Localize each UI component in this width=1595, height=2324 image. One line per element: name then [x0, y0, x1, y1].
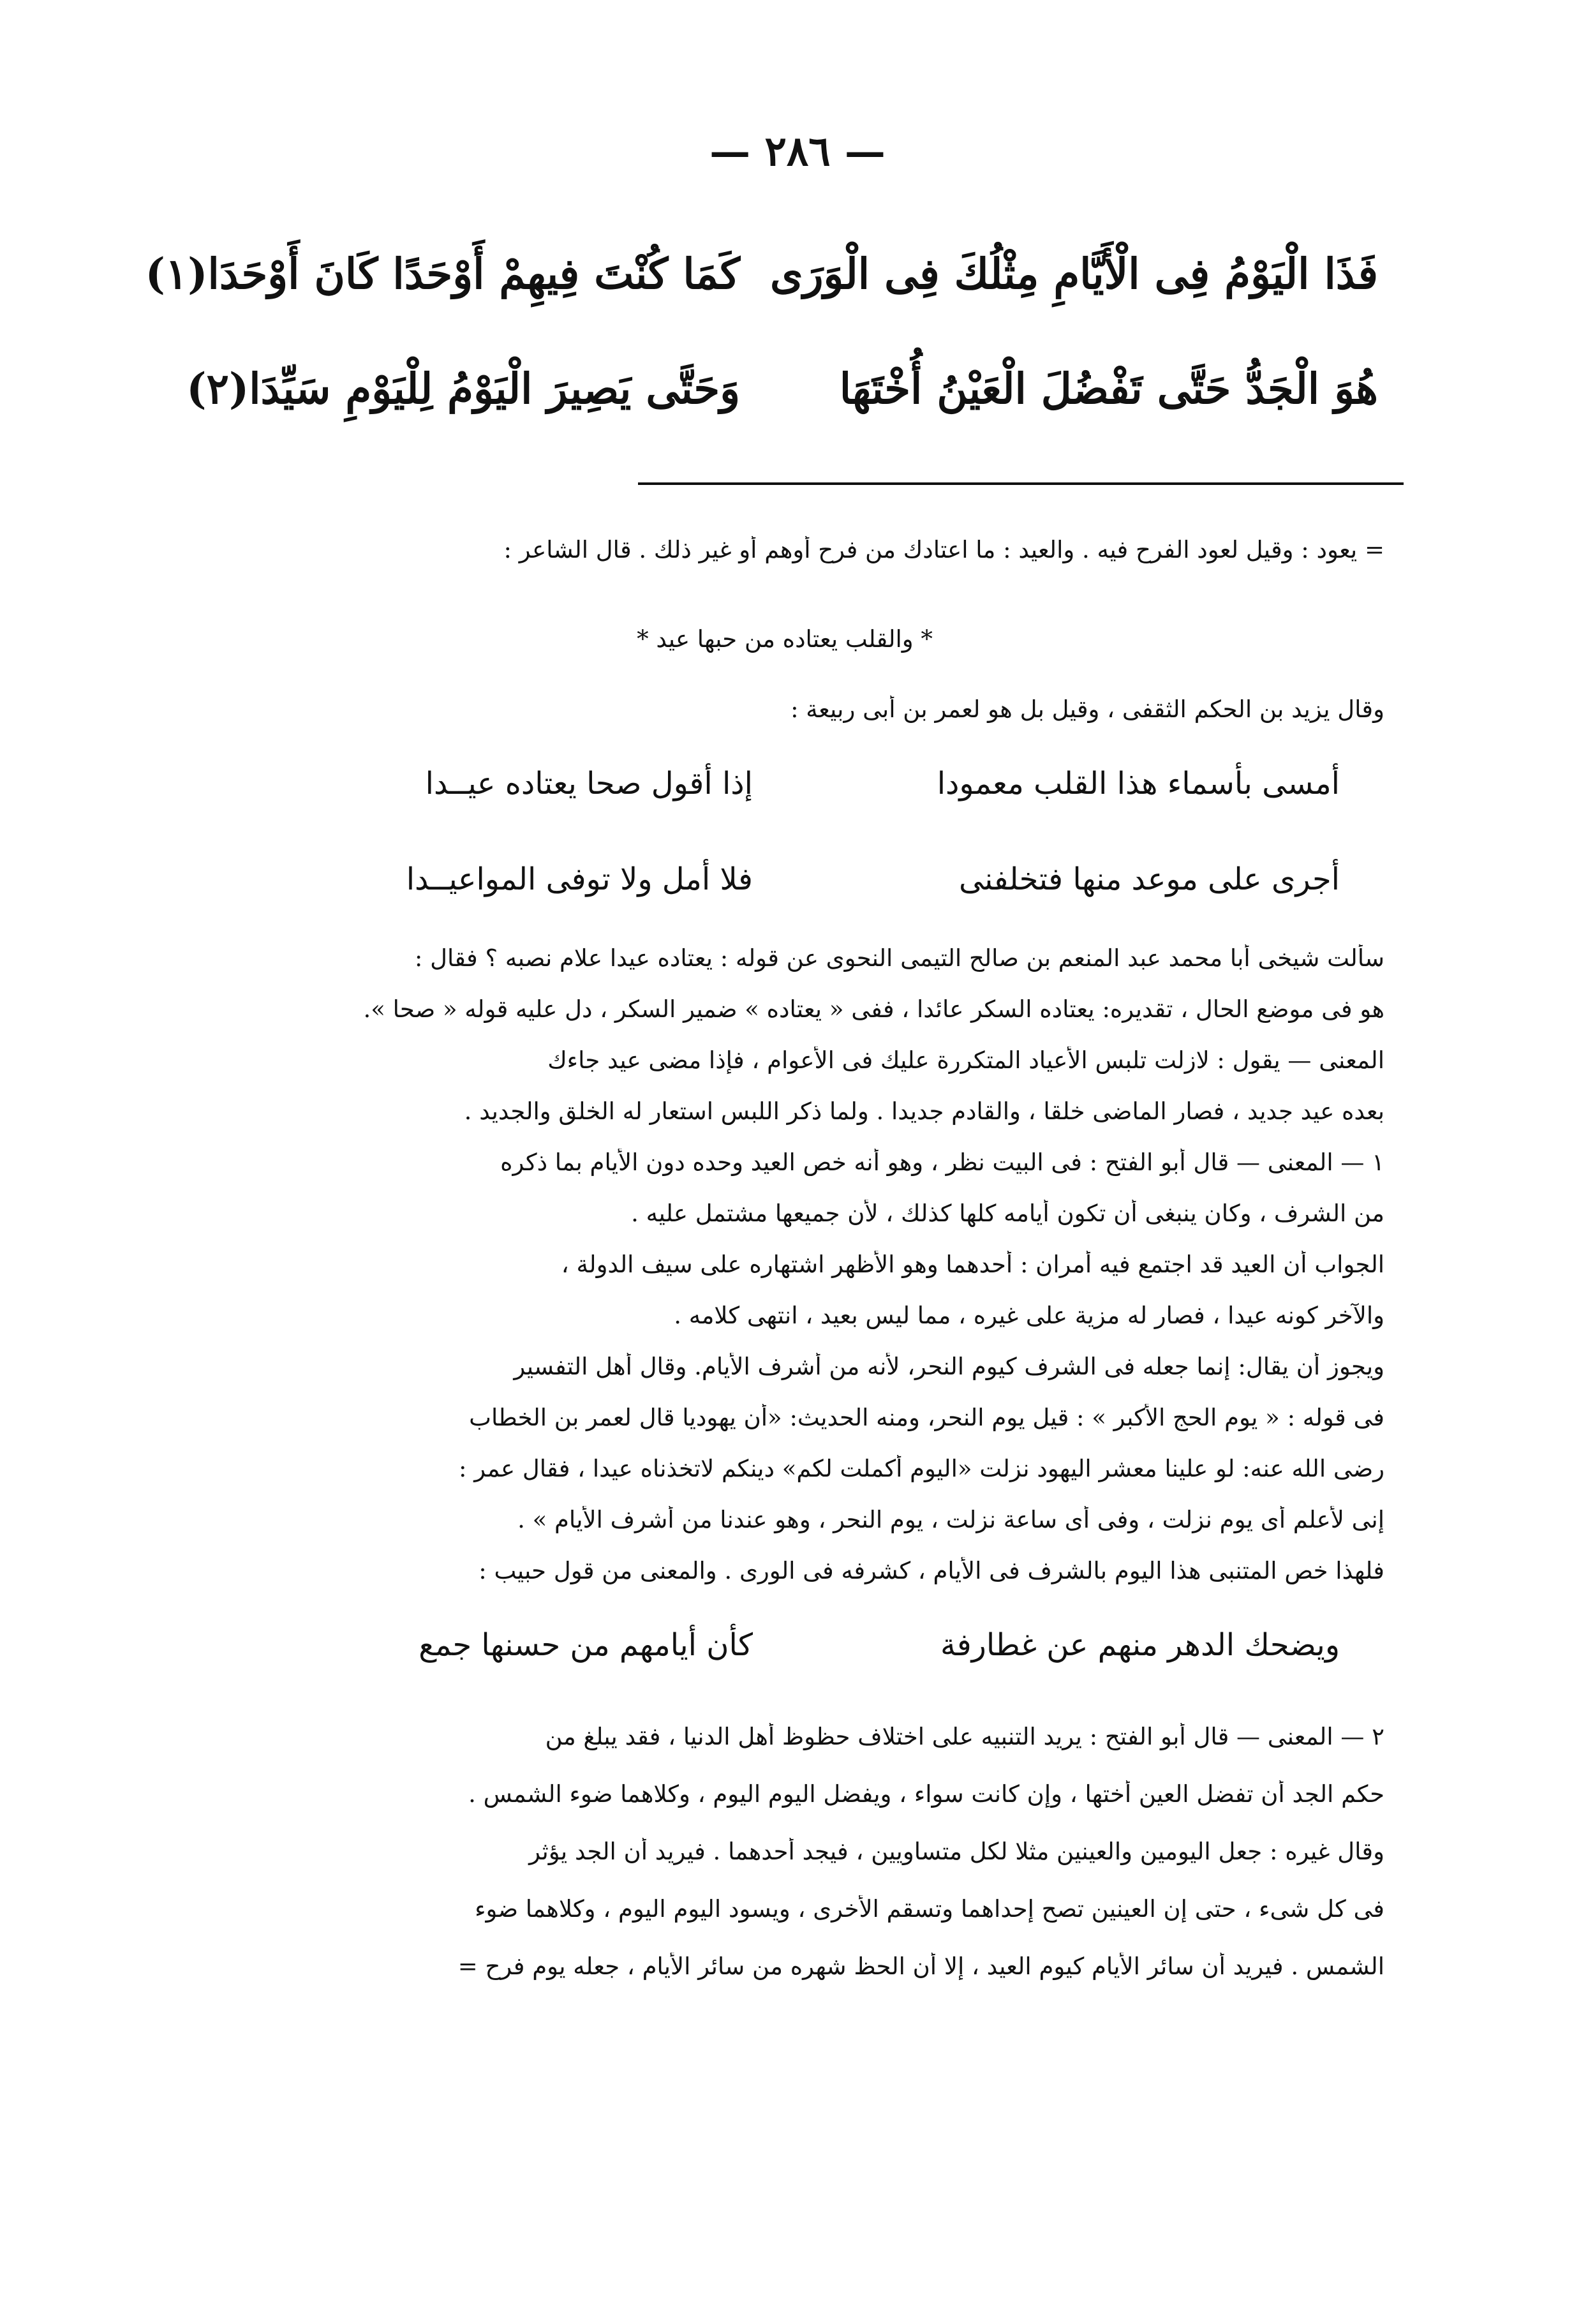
footnote-2-line: حكم الجد أن تفضل العين أختها ، وإن كانت سواء ، ويفضل اليوم اليوم ، وكلاهما ضوء الشمس . [468, 1780, 1384, 1808]
commentary-line: بعده عيد جديد ، فصار الماضى خلقا ، والقادم جديدا . ولما ذكر اللبس استعار له الخلق والجديد . [464, 1098, 1384, 1125]
quoted-verse-a-second: إذا أقول صحا يعتاده عيــدا [425, 766, 753, 801]
verse-2-second-hemistich: وَحَتَّى يَصِيرَ الْيَوْمُ لِلْيَوْمِ سَيِّدَا(٢) [186, 364, 740, 413]
verse-1-first-hemistich: فَذَا الْيَوْمُ فِى الْأَيَّامِ مِثْلُكَ فِى الْوَرَى [770, 249, 1378, 299]
verse-1 [145, 249, 1378, 306]
footnote-1-line: من الشرف ، وكان ينبغى أن تكون أيامه كلها كذلك ، لأن جميعها مشتمل عليه . [631, 1200, 1384, 1227]
footnote-1-line: الجواب أن العيد قد اجتمع فيه أمران : أحدهما وهو الأظهر اشتهاره على سيف الدولة ، [561, 1251, 1384, 1278]
quoted-verse-c-first: ويضحك الدهر منهم عن غطارفة [940, 1627, 1340, 1663]
commentary-line: هو فى موضع الحال ، تقديره: يعتاده السكر عائدا ، ففى « يعتاده » ضمير السكر ، دل عليه قوله « صحا ». [363, 995, 1384, 1023]
quoted-verse-a [230, 766, 1340, 810]
verse-2 [186, 364, 1378, 421]
footnote-1-line: ١ — المعنى — قال أبو الفتح : فى البيت نظر ، وهو أنه خص العيد وحده دون الأيام بما ذكره [500, 1149, 1384, 1176]
footnote-2-line: ٢ — المعنى — قال أبو الفتح : يريد التنبيه على اختلاف حظوظ أهل الدنيا ، فقد يبلغ من [545, 1723, 1384, 1750]
footnote-2-line: فى كل شىء ، حتى إن العينين تصح إحداهما وتسقم الأخرى ، ويسود اليوم اليوم ، وكلاهما ضوء [475, 1895, 1384, 1923]
quoted-verse-b-first: أجرى على موعد منها فتخلفنى [959, 861, 1340, 897]
footnote-1-line: رضى الله عنه: لو علينا معشر اليهود نزلت «اليوم أكملت لكم» دينكم لاتخذناه عيدا ، فقال عمر : [458, 1455, 1384, 1482]
footnote-divider [638, 482, 1404, 485]
quoted-verse-a-first: أمسى بأسماء هذا القلب معمودا [937, 766, 1340, 801]
footnote-2-line: الشمس . فيريد أن سائر الأيام كيوم العيد ، إلا أن الحظ شهره من سائر الأيام ، جعله يوم فرح = [457, 1953, 1384, 1980]
footnote-1-line: والآخر كونه عيدا ، فصار له مزية على غيره ، مما ليس بعيد ، انتهى كلامه . [674, 1302, 1384, 1329]
page-number: — ٢٨٦ — [709, 128, 886, 175]
commentary-line: المعنى — يقول : لازلت تلبس الأعياد المتكررة عليك فى الأعوام ، فإذا مضى عيد جاءك [547, 1047, 1384, 1074]
quoted-verse-b [230, 861, 1340, 906]
quoted-verse-b-second: فلا أمل ولا توفى المواعيــدا [406, 861, 753, 897]
footnote-1-line: إنى لأعلم أى يوم نزلت ، وفى أى ساعة نزلت ، يوم النحر ، وهو عندنا من أشرف الأيام » . [517, 1506, 1384, 1533]
commentary-line: سألت شيخى أبا محمد عبد المنعم بن صالح التيمى النحوى عن قوله : يعتاده عيدا علام نصبه ؟ فقال : [414, 944, 1384, 972]
quoted-hemistich: * والقلب يعتاده من حبها عيد * [637, 625, 933, 653]
footnote-1-line: فلهذا خص المتنبى هذا اليوم بالشرف فى الأيام ، كشرفه فى الورى . والمعنى من قول حبيب : [478, 1557, 1384, 1584]
quoted-verse-c-second: كأن أيامهم من حسنها جمع [419, 1627, 753, 1663]
verse-1-second-hemistich: كَمَا كُنْتَ فِيهِمْ أَوْحَدًا كَانَ أَوْحَدَا(١) [145, 249, 740, 299]
footnote-1-line: فى قوله : « يوم الحج الأكبر » : قيل يوم النحر، ومنه الحديث: «أن يهوديا قال لعمر بن الخطاب [469, 1404, 1384, 1431]
verse-2-first-hemistich: هُوَ الْجَدُّ حَتَّى تَفْضُلَ الْعَيْنُ أُخْتَهَا [839, 364, 1378, 413]
footnote-2-line: وقال غيره : جعل اليومين والعينين مثلا لكل متساويين ، فيجد أحدهما . فيريد أن الجد يؤثر [529, 1838, 1384, 1865]
commentary-line: = يعود : وقيل لعود الفرح فيه . والعيد : ما اعتادك من فرح أوهم أو غير ذلك . قال الشاعر : [503, 536, 1384, 563]
quoted-verse-c [230, 1627, 1340, 1672]
footnote-1-line: ويجوز أن يقال: إنما جعله فى الشرف كيوم النحر، لأنه من أشرف الأيام. وقال أهل التفسير [514, 1353, 1384, 1380]
commentary-line: وقال يزيد بن الحكم الثقفى ، وقيل بل هو لعمر بن أبى ربيعة : [790, 696, 1384, 723]
